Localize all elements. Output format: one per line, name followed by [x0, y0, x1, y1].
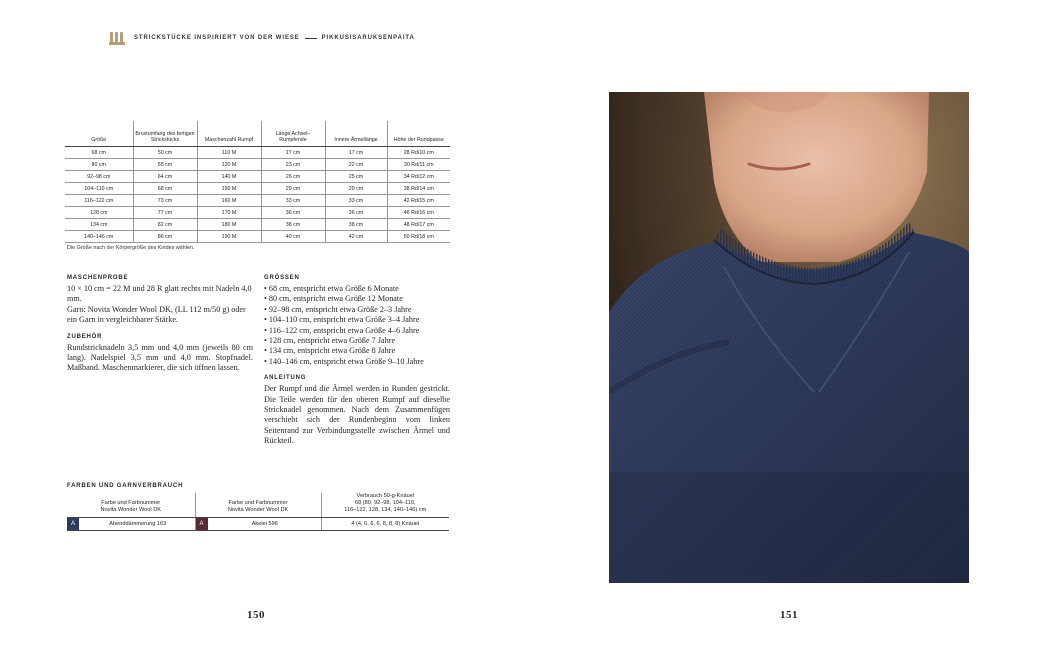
list-item: • 128 cm, entspricht etwa Größe 7 Jahre [264, 336, 396, 346]
table-cell: 26 cm [261, 171, 325, 183]
table-row [65, 207, 450, 219]
table-row [65, 147, 450, 159]
table-cell: 38 Rd/14 cm [387, 183, 450, 195]
table-cell: 92–98 cm [65, 171, 133, 183]
table-cell: 17 cm [325, 147, 387, 159]
yarn-table [67, 493, 449, 531]
table-cell: 36 cm [325, 207, 387, 219]
zubehoer-text: Rundstricknadeln 3,5 mm und 4,0 mm (jeweils 80 cm lang). Nadelspiel 3,5 mm und 4,0 mm. Stopfnadel. Maßband. Maschenmarkierer, die sich öffnen lassen. [67, 342, 253, 373]
table-row [65, 231, 450, 243]
table-cell: 29 cm [325, 183, 387, 195]
table-cell: 160 M [197, 195, 261, 207]
table-cell: 77 cm [133, 207, 197, 219]
table-cell: 116–122 cm [65, 195, 133, 207]
table-cell: 80 cm [65, 159, 133, 171]
table-cell: 73 cm [133, 195, 197, 207]
color-badge: A [67, 518, 79, 530]
maschenprobe-block [67, 275, 253, 326]
table-cell: 34 Rd/12 cm [387, 171, 450, 183]
running-header [110, 31, 415, 45]
col-header: Höhe der Rundpasse [387, 121, 450, 147]
color-badge-cell [67, 518, 81, 531]
yarn-col-header-line: 116–122, 128, 134, 140–146) cm [344, 507, 427, 513]
table-cell: 86 cm [133, 231, 197, 243]
size-table [65, 121, 450, 243]
col-header: Innere Ärmellänge [325, 121, 387, 147]
table-cell: 17 cm [261, 147, 325, 159]
table-cell: 33 cm [261, 195, 325, 207]
left-text-column [67, 275, 253, 382]
header-divider [305, 38, 317, 39]
maschenprobe-text: 10 × 10 cm = 22 M und 28 R glatt rechts mit Nadeln 4,0 mm. [67, 284, 252, 304]
table-cell: 50 Rd/18 cm [387, 231, 450, 243]
table-cell: 170 M [197, 207, 261, 219]
yarn-col-header-line: Farbe und Farbnummer [228, 500, 288, 506]
table-cell: 38 cm [325, 219, 387, 231]
table-cell: 140–146 cm [65, 231, 133, 243]
zubehoer-block [67, 334, 253, 374]
header-section: STRICKSTÜCKE INSPIRIERT VON DER WIESE [134, 35, 300, 41]
maschenprobe-yarn: Garn: Novita Wonder Wool DK, (LL 112 m/50 g) oder ein Garn in vergleichbarer Stärke. [67, 304, 246, 325]
groessen-title: GRÖSSEN [264, 275, 300, 281]
anleitung-title: ANLEITUNG [264, 375, 307, 382]
table-cell: 134 cm [65, 219, 133, 231]
table-cell: 42 Rd/15 cm [387, 195, 450, 207]
table-cell: 55 cm [133, 159, 197, 171]
table-cell: 110 M [197, 147, 261, 159]
yarn-table-header-row [67, 493, 449, 518]
table-cell: 150 M [197, 183, 261, 195]
table-cell: 42 cm [325, 231, 387, 243]
table-cell: 23 cm [261, 159, 325, 171]
yarn-col-header-line: Farbe und Farbnummer [101, 500, 161, 506]
zubehoer-title: ZUBEHÖR [67, 333, 103, 340]
table-cell: 190 M [197, 231, 261, 243]
color-badge-cell [195, 518, 209, 531]
table-cell: 180 M [197, 219, 261, 231]
table-row [65, 183, 450, 195]
table-cell: 82 cm [133, 219, 197, 231]
photo-illustration [609, 92, 969, 583]
list-item: • 134 cm, entspricht etwa Größe 8 Jahre [264, 346, 396, 356]
table-cell: 28 Rd/10 cm [387, 147, 450, 159]
color-name-cell: Akelei 596 [209, 518, 321, 531]
yarn-col-header-1 [67, 493, 195, 518]
maschenprobe-title: MASCHENPROBE [67, 275, 129, 281]
list-item: • 140–146 cm, entspricht etwa Größe 9–10 Jahre [264, 356, 424, 366]
table-row [67, 518, 449, 531]
yarn-col-header-line: Novita Wonder Wool DK [227, 507, 289, 513]
right-text-column [264, 275, 450, 455]
col-header: Länge Achsel–Rumpfende [261, 121, 325, 147]
book-logo-icon [110, 32, 124, 45]
table-cell: 38 cm [261, 219, 325, 231]
table-cell: 128 cm [65, 207, 133, 219]
list-item: • 92–98 cm, entspricht etwa Größe 2–3 Jahre [264, 304, 412, 314]
table-cell: 64 cm [133, 171, 197, 183]
farben-title: FARBEN UND GARNVERBRAUCH [67, 483, 184, 489]
table-row [65, 195, 450, 207]
list-item: • 116–122 cm, entspricht etwa Größe 4–6 Jahre [264, 325, 420, 335]
yarn-col-header-line: 68 (80, 92–98, 104–110, [355, 500, 416, 506]
header-title: PIKKUSISARUKSENPAITA [321, 35, 415, 41]
table-row [65, 219, 450, 231]
page-number-right: 151 [780, 609, 798, 621]
table-cell: 140 M [197, 171, 261, 183]
table-cell: 68 cm [65, 147, 133, 159]
table-cell: 104–110 cm [65, 183, 133, 195]
col-header: Größe [65, 121, 133, 147]
child-in-navy-sweater-photo [609, 92, 969, 583]
table-row [65, 171, 450, 183]
col-header: Brustumfang des fertigen Strickstücks [133, 121, 197, 147]
groessen-list [264, 284, 450, 367]
table-cell: 48 Rd/17 cm [387, 219, 450, 231]
table-cell: 33 cm [325, 195, 387, 207]
table-cell: 36 cm [261, 207, 325, 219]
table-cell: 50 cm [133, 147, 197, 159]
page-number-left: 150 [247, 609, 265, 621]
table-cell: 46 Rd/16 cm [387, 207, 450, 219]
table-cell: 68 cm [133, 183, 197, 195]
list-item: • 68 cm, entspricht etwa Größe 6 Monate [264, 284, 399, 293]
table-cell: 30 Rd/11 cm [387, 159, 450, 171]
color-badge: A [196, 518, 208, 530]
yarn-col-header-line: Verbrauch 50-g-Knäuel [356, 493, 415, 499]
anleitung-block [264, 375, 450, 446]
table-cell: 22 cm [325, 159, 387, 171]
anleitung-text: Der Rumpf und die Ärmel werden in Runden gestrickt. Die Teile werden für den oberen Rumpf auf dieselbe Stricknadel genommen. Nach dem Zusammenfügen verschiebt sich der Rundenbeginn vom linken Seitenrand zur Verbindungsstelle zwischen Ärmel und Rückteil. [264, 384, 450, 446]
yarn-col-header-line: Novita Wonder Wool DK [100, 507, 161, 513]
table-cell: 40 cm [261, 231, 325, 243]
size-table-header-row [65, 121, 450, 147]
table-note: Die Größe nach der Körpergröße des Kindes wählen. [67, 245, 195, 251]
groessen-block [264, 275, 450, 367]
color-name-cell: Abenddämmerung 163 [81, 518, 195, 531]
table-cell: 25 cm [325, 171, 387, 183]
list-item: • 80 cm, entspricht etwa Größe 12 Monate [264, 294, 403, 304]
amount-cell: 4 (4, 6, 6, 6, 8, 8, 8) Knäuel [321, 518, 449, 531]
table-row [65, 159, 450, 171]
col-header: Maschenzahl Rumpf [197, 121, 261, 147]
yarn-col-header-3 [321, 493, 449, 518]
table-cell: 120 M [197, 159, 261, 171]
table-cell: 29 cm [261, 183, 325, 195]
yarn-col-header-2 [195, 493, 321, 518]
list-item: • 104–110 cm, entspricht etwa Größe 3–4 Jahre [264, 315, 420, 325]
